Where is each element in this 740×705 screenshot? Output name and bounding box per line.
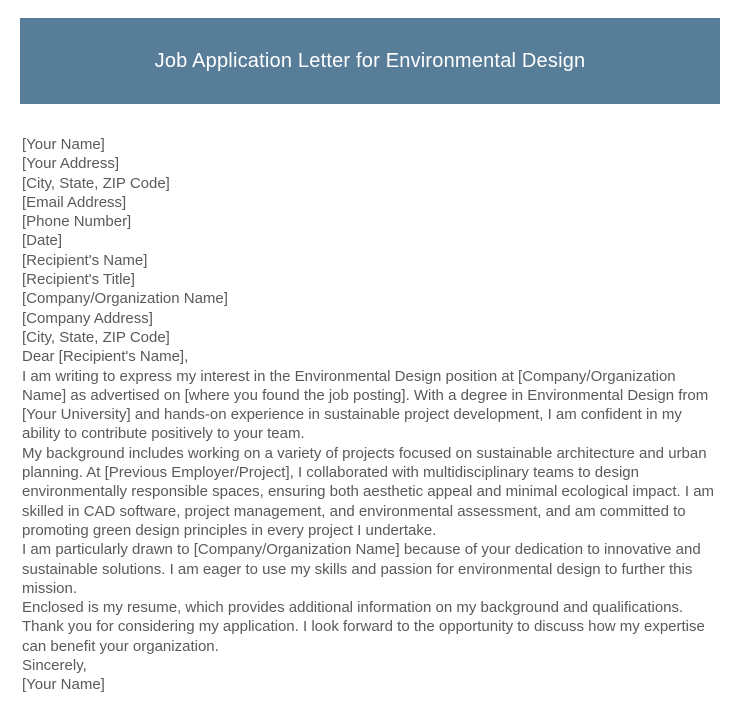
title-banner (20, 18, 720, 104)
closing-line: Sincerely, (22, 657, 87, 675)
company-address-line: [Company Address] (22, 309, 153, 327)
signature-line: [Your Name] (22, 676, 105, 694)
date-line: [Date] (22, 232, 63, 250)
letter-paragraph: I am writing to express my interest in the Environmental Design position at [Company/Organization Name] as advertised on [where you found the job posting]. With a degree in Environmental Design from [Your University] and hands-on experience in sustainable project development, I am confident in my ability to contribute positively to your team. (22, 367, 709, 443)
letter-paragraph: My background includes working on a variety of projects focused on sustainable architecture and urban planning. At [Previous Employer/Project], I collaborated with multidisciplinary teams to design environmentally responsible spaces, ensuring both aesthetic appeal and minimal ecological impact. I am skilled in CAD software, project management, and environmental assessment, and am committed to promoting green design principles in every project I undertake. (22, 444, 715, 539)
letter-paragraph: Enclosed is my resume, which provides additional information on my background and qualifications. Thank you for considering my application. I look forward to the opportunity to discuss how my expertise can benefit your organization. (22, 599, 705, 655)
sender-phone-line: [Phone Number] (22, 213, 132, 231)
salutation-line: Dear [Recipient's Name], (22, 348, 189, 366)
page-title: Job Application Letter for Environmental Design (154, 49, 586, 72)
sender-city-line: [City, State, ZIP Code] (22, 174, 170, 192)
letter-paragraph: I am particularly drawn to [Company/Organization Name] because of your dedication to innovative and sustainable solutions. I am eager to use my skills and passion for environmental design to further this mission. (22, 541, 701, 597)
company-name-line: [Company/Organization Name] (22, 290, 228, 308)
recipient-name-line: [Recipient's Name] (22, 251, 148, 269)
sender-address-line: [Your Address] (22, 155, 120, 173)
sender-name-line: [Your Name] (22, 136, 105, 153)
letter-body (22, 135, 718, 695)
company-city-line: [City, State, ZIP Code] (22, 328, 170, 346)
recipient-title-line: [Recipient's Title] (22, 271, 135, 289)
sender-email-line: [Email Address] (22, 193, 127, 211)
